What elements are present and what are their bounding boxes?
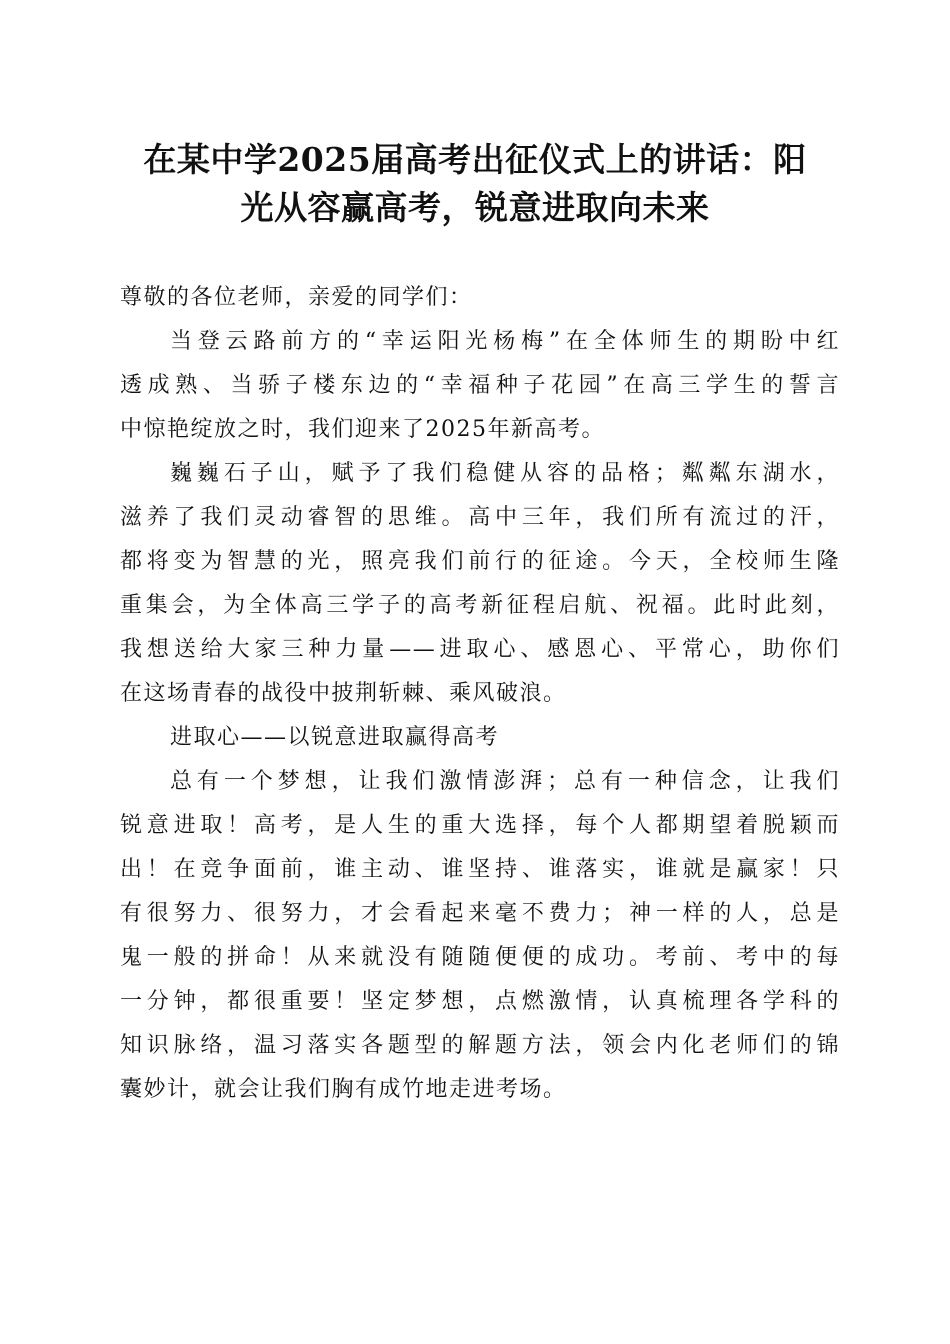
text-line: 出！在竞争面前，谁主动、谁坚持、谁落实，谁就是赢家！只 <box>120 857 840 882</box>
text-line: 知识脉络，温习落实各题型的解题方法，领会内化老师们的锦 <box>120 1033 840 1058</box>
text-line: 总有一个梦想，让我们激情澎湃；总有一种信念，让我们 <box>170 769 840 794</box>
salutation: 尊敬的各位老师，亲爱的同学们： <box>120 285 473 310</box>
document-title <box>110 136 840 232</box>
text-line: 透成熟、当骄子楼东边的“幸福种子花园”在高三学生的誓言 <box>120 373 840 398</box>
text-line: 在这场青春的战役中披荆斩棘、乘风破浪。 <box>120 681 567 706</box>
text-line: 鬼一般的拼命！从来就没有随随便便的成功。考前、考中的每 <box>120 945 840 970</box>
text-line: 中惊艳绽放之时，我们迎来了2025年新高考。 <box>120 417 605 442</box>
text-line: 锐意进取！高考，是人生的重大选择，每个人都期望着脱颖而 <box>120 813 840 838</box>
section-heading <box>120 716 840 760</box>
title-line: 在某中学2025届高考出征仪式上的讲话：阳 <box>143 140 807 179</box>
text-line: 都将变为智慧的光，照亮我们前行的征途。今天，全校师生隆 <box>120 549 840 574</box>
title-line: 光从容赢高考，锐意进取向未来 <box>240 188 710 227</box>
text-line: 当登云路前方的“幸运阳光杨梅”在全体师生的期盼中红 <box>170 329 840 354</box>
text-line: 一分钟，都很重要！坚定梦想，点燃激情，认真梳理各学科的 <box>120 989 840 1014</box>
paragraph-ambition <box>120 760 840 1112</box>
paragraph-opening <box>120 320 840 452</box>
text-line: 有很努力、很努力，才会看起来毫不费力；神一样的人，总是 <box>120 901 840 926</box>
text-line: 滋养了我们灵动睿智的思维。高中三年，我们所有流过的汗， <box>120 505 840 530</box>
section-heading-text: 进取心——以锐意进取赢得高考 <box>170 725 500 750</box>
paragraph-three-powers <box>120 452 840 716</box>
text-line: 巍巍石子山，赋予了我们稳健从容的品格；粼粼东湖水， <box>170 461 840 486</box>
text-line: 囊妙计，就会让我们胸有成竹地走进考场。 <box>120 1077 567 1102</box>
text-line: 重集会，为全体高三学子的高考新征程启航、祝福。此时此刻， <box>120 593 840 618</box>
document-body <box>120 276 840 1112</box>
text-line: 我想送给大家三种力量——进取心、感恩心、平常心，助你们 <box>120 637 840 662</box>
